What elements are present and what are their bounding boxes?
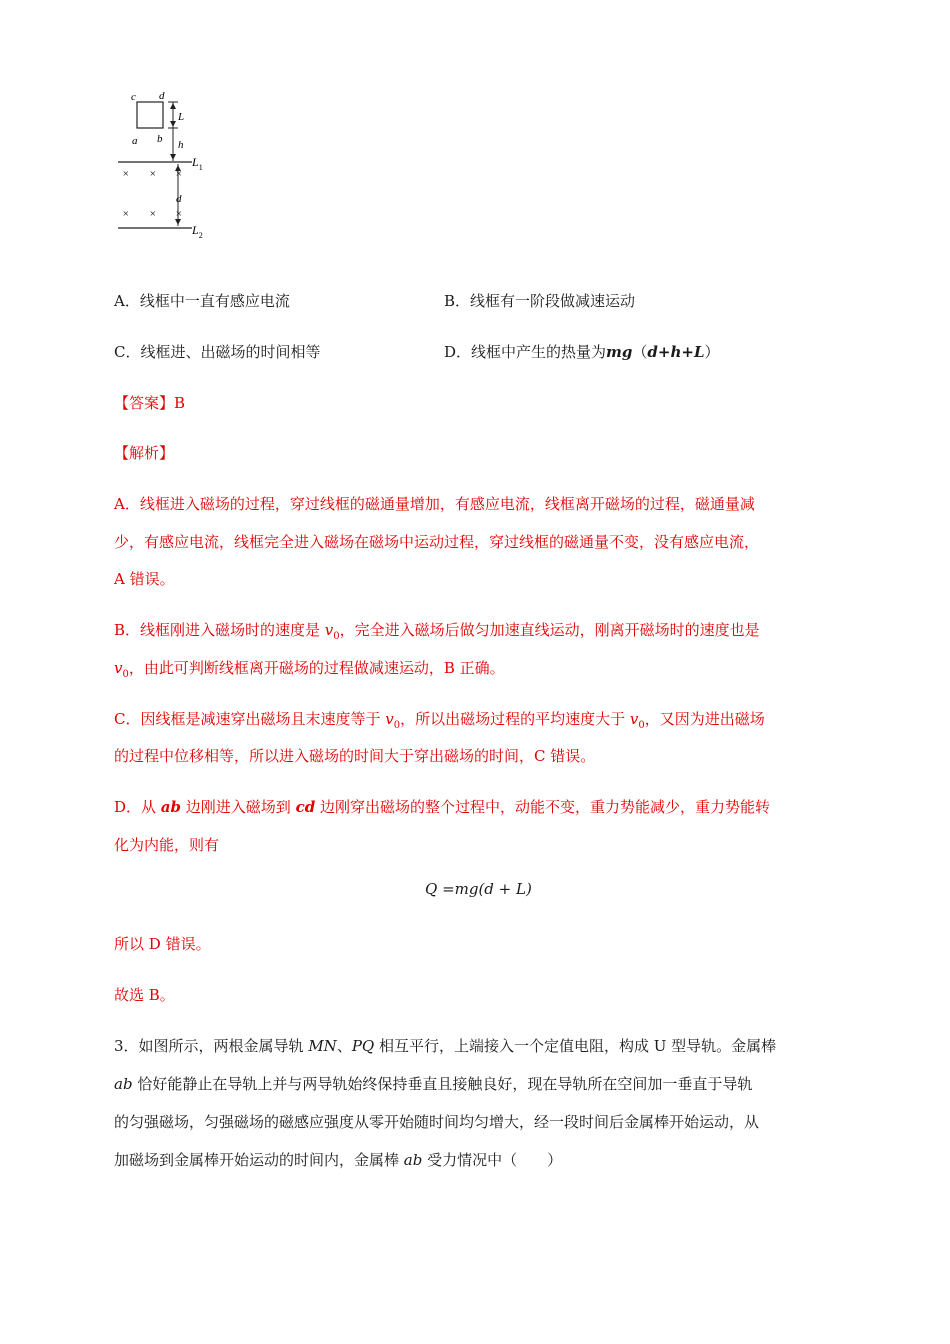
option-b: B．线框有一阶段做减速运动 [444, 292, 636, 310]
q3-line3: 的匀强磁场，匀强磁场的磁感应强度从零开始随时间均匀增大，经一段时间后金属棒开始运动，从 [114, 1113, 760, 1131]
label-b: b [157, 133, 163, 145]
label-d2: d [176, 193, 182, 205]
analysis-c-line2: 的过程中位移相等，所以进入磁场的时间大于穿出磁场的时间，C 错误。 [114, 747, 596, 765]
field-cross: × [122, 168, 130, 180]
option-a: A．线框中一直有感应电流 [114, 292, 290, 310]
analysis-choose: 故选 B。 [114, 986, 175, 1004]
coil-square [137, 102, 163, 128]
field-cross: × [175, 168, 183, 180]
q3-line1: 3．如图所示，两根金属导轨 MN、PQ 相互平行，上端接入一个定值电阻，构成 U 型导轨。金属棒 [114, 1037, 777, 1055]
label-c: c [131, 91, 136, 103]
label-a: a [132, 135, 138, 147]
analysis-a-line2: 少，有感应电流，线框完全进入磁场在磁场中运动过程，穿过线框的磁通量不变，没有感应电流， [114, 533, 760, 551]
analysis-d-line3: 所以 D 错误。 [114, 935, 211, 953]
analysis-d-line2: 化为内能，则有 [114, 836, 220, 854]
field-cross: × [122, 208, 130, 220]
analysis-c-line1: C．因线框是减速穿出磁场且末速度等于 $v_0$，所以出磁场过程的平均速度大于 $v_0$，又因为进出磁场 [114, 710, 765, 731]
label-L2: $L_2$ [192, 223, 203, 240]
analysis-a-line1: A．线框进入磁场的过程，穿过线框的磁通量增加，有感应电流，线框离开磁场的过程，磁通量减 [114, 495, 755, 513]
physics-figure [112, 84, 222, 244]
analysis-label: 【解析】 [114, 444, 175, 462]
option-c: C．线框进、出磁场的时间相等 [114, 343, 321, 361]
label-L1: $L_1$ [192, 155, 203, 172]
label-L: L [178, 111, 185, 123]
field-cross: × [149, 208, 157, 220]
analysis-b-line1: B．线框刚进入磁场时的速度是 $v_0$，完全进入磁场后做匀加速直线运动，刚离开磁场时的速度也是 [114, 621, 760, 642]
label-d: d [159, 90, 165, 102]
label-h: h [178, 139, 184, 151]
option-d: D．线框中产生的热量为mg（d+h+L） [444, 343, 720, 361]
q3-line2: ab 恰好能静止在导轨上并与两导轨始终保持垂直且接触良好，现在导轨所在空间加一垂直于导轨 [114, 1075, 753, 1093]
analysis-b-line2: $v_0$，由此可判断线框离开磁场的过程做减速运动，B 正确。 [114, 659, 505, 680]
formula-q: Q =mg(d + L) [425, 880, 532, 898]
q3-line4: 加磁场到金属棒开始运动的时间内，金属棒 ab 受力情况中（ ） [114, 1151, 563, 1169]
answer-label: 【答案】B [114, 394, 186, 412]
field-cross: × [175, 208, 183, 220]
analysis-d-line1: D．从 ab 边刚进入磁场到 cd 边刚穿出磁场的整个过程中，动能不变，重力势能减少，重力势能转 [114, 798, 770, 816]
analysis-a-line3: A 错误。 [114, 570, 175, 588]
field-cross: × [149, 168, 157, 180]
